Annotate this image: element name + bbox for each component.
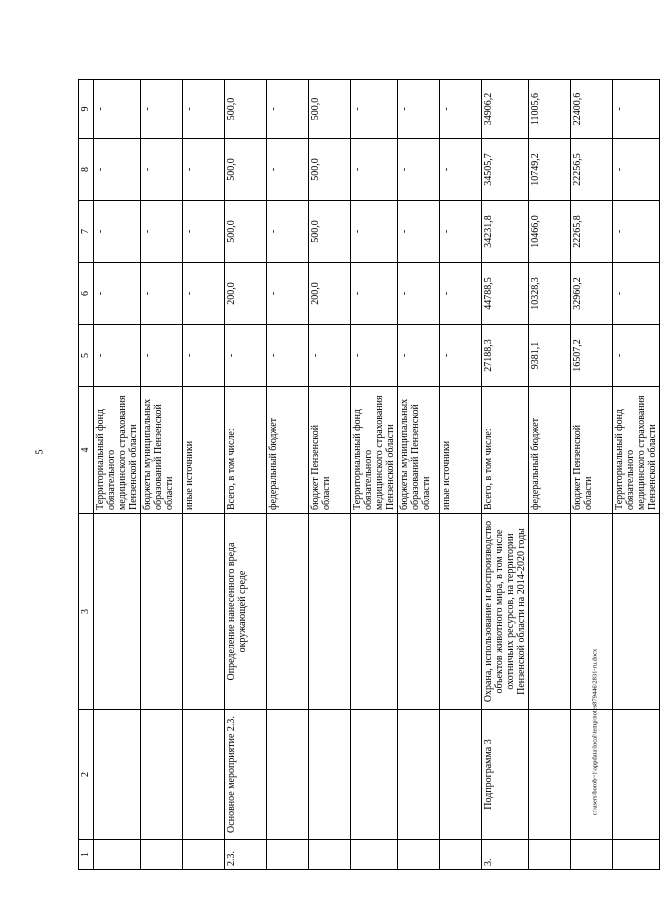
value-cell: 11005,6 — [529, 80, 571, 139]
cell-c2 — [529, 710, 571, 840]
header-cell: 3 — [79, 514, 94, 710]
value-cell: 500,0 — [225, 139, 267, 201]
table-row — [309, 80, 351, 870]
value-cell: - — [141, 201, 183, 263]
cell-c3 — [613, 514, 660, 710]
value-cell: - — [613, 325, 660, 387]
table-row — [267, 80, 309, 870]
table-body — [94, 80, 660, 870]
cell-c3 — [529, 514, 571, 710]
header-cell: 7 — [79, 201, 94, 263]
value-cell: 10328,3 — [529, 263, 571, 325]
value-cell: 34231,8 — [482, 201, 529, 263]
cell-c2: Основное мероприятие 2.3. — [225, 710, 267, 840]
footer-path: c:\users\borob~1\appdata\local\temp\notes879446\2831-ru.docx — [591, 648, 599, 816]
value-cell: - — [267, 139, 309, 201]
value-cell: - — [440, 201, 482, 263]
value-cell: - — [141, 139, 183, 201]
value-cell: 10466,0 — [529, 201, 571, 263]
table-row — [529, 80, 571, 870]
cell-c2 — [309, 710, 351, 840]
cell-c4: Территориальный фонд обязательного медицинского страхования Пензенской области — [351, 387, 398, 514]
value-cell: 32960,2 — [571, 263, 613, 325]
value-cell: - — [267, 201, 309, 263]
value-cell: - — [267, 263, 309, 325]
header-cell: 9 — [79, 80, 94, 139]
value-cell: - — [94, 325, 141, 387]
header-row — [79, 80, 94, 870]
cell-c1 — [529, 840, 571, 870]
value-cell: - — [183, 263, 225, 325]
table-row — [351, 80, 398, 870]
value-cell: 500,0 — [225, 80, 267, 139]
cell-c4: Всего, в том числе: — [482, 387, 529, 514]
value-cell: 34906,2 — [482, 80, 529, 139]
value-cell: 10749,2 — [529, 139, 571, 201]
cell-c2 — [398, 710, 440, 840]
table-row — [613, 80, 660, 870]
table-row — [440, 80, 482, 870]
cell-c4: Всего, в том числе: — [225, 387, 267, 514]
cell-c3 — [351, 514, 398, 710]
budget-table — [78, 79, 660, 870]
value-cell: - — [183, 80, 225, 139]
value-cell: - — [613, 80, 660, 139]
value-cell: 500,0 — [225, 201, 267, 263]
value-cell: - — [351, 325, 398, 387]
cell-c2: Подпрограмма 3 — [482, 710, 529, 840]
value-cell: - — [398, 80, 440, 139]
cell-c1 — [440, 840, 482, 870]
value-cell: - — [141, 263, 183, 325]
cell-c4: федеральный бюджет — [267, 387, 309, 514]
value-cell: 22400,6 — [571, 80, 613, 139]
value-cell: - — [309, 325, 351, 387]
value-cell: - — [398, 139, 440, 201]
cell-c4: бюджеты муниципальных образований Пензенской области — [141, 387, 183, 514]
cell-c3 — [183, 514, 225, 710]
value-cell: - — [351, 139, 398, 201]
cell-c1: 2.3. — [225, 840, 267, 870]
cell-c1 — [398, 840, 440, 870]
value-cell: - — [267, 325, 309, 387]
value-cell: 16507,2 — [571, 325, 613, 387]
value-cell: - — [613, 201, 660, 263]
cell-c2 — [141, 710, 183, 840]
table-row — [482, 80, 529, 870]
value-cell: 500,0 — [309, 201, 351, 263]
value-cell: - — [141, 325, 183, 387]
value-cell: - — [398, 201, 440, 263]
cell-c2 — [183, 710, 225, 840]
header-cell: 8 — [79, 139, 94, 201]
header-cell: 6 — [79, 263, 94, 325]
cell-c3 — [440, 514, 482, 710]
value-cell: - — [94, 201, 141, 263]
value-cell: 500,0 — [309, 139, 351, 201]
cell-c1: 3. — [482, 840, 529, 870]
cell-c3: Охрана, использование и воспроизводство объектов животного мира, в том числе охотничьих ресурсов, на территории Пензенской области на 2014-2020 годы — [482, 514, 529, 710]
value-cell: - — [94, 80, 141, 139]
value-cell: 27188,3 — [482, 325, 529, 387]
cell-c3 — [141, 514, 183, 710]
cell-c4: бюджет Пензенской области — [571, 387, 613, 514]
value-cell: - — [351, 263, 398, 325]
cell-c4: федеральный бюджет — [529, 387, 571, 514]
value-cell: - — [183, 325, 225, 387]
cell-c2 — [351, 710, 398, 840]
cell-c4: бюджеты муниципальных образований Пензенской области — [398, 387, 440, 514]
value-cell: - — [440, 139, 482, 201]
value-cell: 34505,7 — [482, 139, 529, 201]
value-cell: - — [613, 139, 660, 201]
value-cell: - — [440, 80, 482, 139]
header-cell: 1 — [79, 840, 94, 870]
page-number: 5 — [34, 449, 46, 455]
cell-c1 — [94, 840, 141, 870]
value-cell: 22265,8 — [571, 201, 613, 263]
value-cell: - — [267, 80, 309, 139]
header-cell: 4 — [79, 387, 94, 514]
cell-c4: иные источники — [440, 387, 482, 514]
value-cell: - — [398, 325, 440, 387]
cell-c2 — [613, 710, 660, 840]
value-cell: - — [94, 139, 141, 201]
header-cell: 5 — [79, 325, 94, 387]
header-cell: 2 — [79, 710, 94, 840]
value-cell: - — [225, 325, 267, 387]
table-row — [225, 80, 267, 870]
value-cell: - — [613, 263, 660, 325]
value-cell: - — [141, 80, 183, 139]
cell-c4: бюджет Пензенской области — [309, 387, 351, 514]
cell-c1 — [351, 840, 398, 870]
value-cell: 200,0 — [309, 263, 351, 325]
cell-c4: иные источники — [183, 387, 225, 514]
cell-c4: Территориальный фонд обязательного медицинского страхования Пензенской области — [613, 387, 660, 514]
cell-c3 — [309, 514, 351, 710]
value-cell: - — [398, 263, 440, 325]
value-cell: 44788,5 — [482, 263, 529, 325]
cell-c3 — [267, 514, 309, 710]
cell-c3 — [94, 514, 141, 710]
value-cell: 500,0 — [309, 80, 351, 139]
value-cell: - — [183, 139, 225, 201]
cell-c2 — [94, 710, 141, 840]
value-cell: 9381,1 — [529, 325, 571, 387]
cell-c1 — [141, 840, 183, 870]
cell-c2 — [267, 710, 309, 840]
cell-c1 — [309, 840, 351, 870]
table-row — [94, 80, 141, 870]
table-row — [183, 80, 225, 870]
cell-c4: Территориальный фонд обязательного медицинского страхования Пензенской области — [94, 387, 141, 514]
value-cell: 22256,5 — [571, 139, 613, 201]
cell-c3 — [398, 514, 440, 710]
value-cell: - — [440, 263, 482, 325]
value-cell: 200,0 — [225, 263, 267, 325]
value-cell: - — [94, 263, 141, 325]
table-row — [398, 80, 440, 870]
table-row — [141, 80, 183, 870]
value-cell: - — [440, 325, 482, 387]
cell-c1 — [267, 840, 309, 870]
value-cell: - — [351, 201, 398, 263]
cell-c2 — [440, 710, 482, 840]
cell-c1 — [571, 840, 613, 870]
value-cell: - — [351, 80, 398, 139]
value-cell: - — [183, 201, 225, 263]
cell-c3: Определение нанесенного вреда окружающей среде — [225, 514, 267, 710]
cell-c1 — [613, 840, 660, 870]
cell-c1 — [183, 840, 225, 870]
